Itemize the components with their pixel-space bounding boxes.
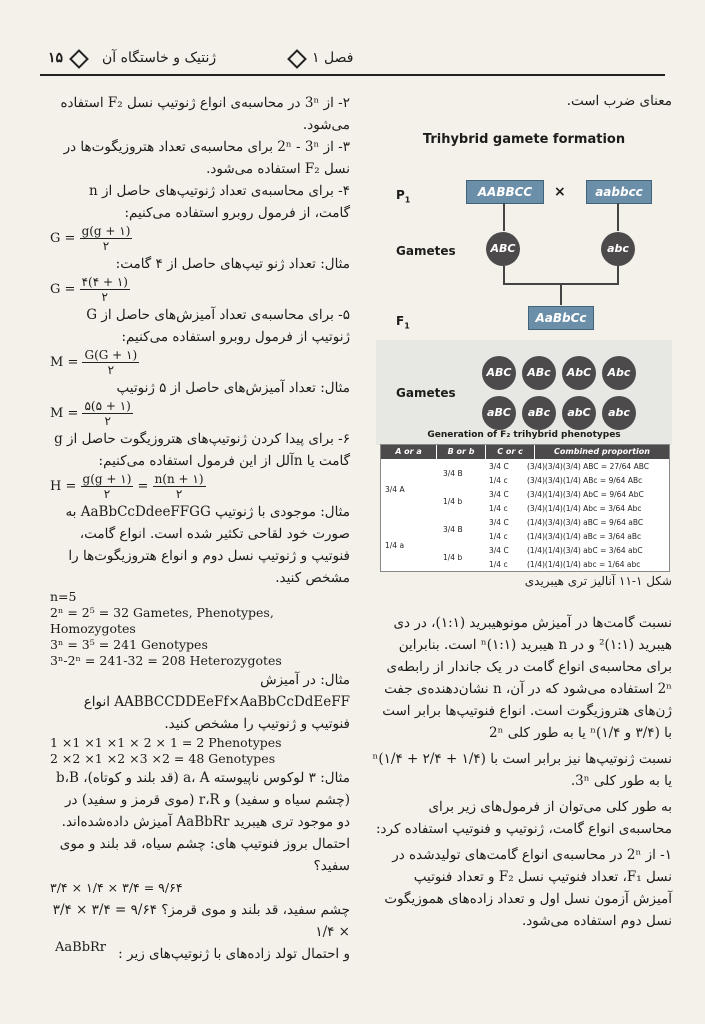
diamond-icon (287, 49, 307, 69)
left-line-12: و احتمال تولد زاده‌های با ژنوتیپ‌های زیر : (118, 946, 350, 962)
formula-m-example: M = $\frac{۵(۵ + ۱)}{۲}$ (50, 399, 131, 428)
figure-caption: شکل ۱-۱۱ آنالیز تری هیبریدی (524, 574, 672, 588)
right-text (372, 612, 672, 932)
cross-symbol: × (554, 184, 566, 200)
footer-genotype: AaBbRr (55, 940, 107, 955)
left-line-3: ۴- برای محاسبه‌ی تعداد ژنوتیپ‌های حاصل از n گامت، از فرمول روبرو استفاده می‌کنیم: (88, 183, 350, 221)
gamete-circle: ABC (482, 356, 516, 390)
c-label: 3/4 C (489, 490, 509, 499)
c-label: 3/4 C (489, 462, 509, 471)
example-line: 1 ×1 ×1 ×1 × 2 × 1 = 2 Phenotypes (50, 735, 282, 750)
example-line: 2ⁿ = 2⁵ = 32 Gametes, Phenotypes, Homozygotes (50, 605, 274, 636)
right-paragraph-2: نسبت ژنوتیپ‌ها نیز برابر است با (۱/۴ + ۲/۴ + ۱/۴)ⁿ یا به طور کلی 3ⁿ. (372, 751, 672, 789)
arrow-line (503, 203, 505, 231)
c-label: 1/4 c (489, 560, 508, 569)
left-column (50, 92, 350, 965)
c-label: 1/4 c (489, 476, 508, 485)
table-title: Generation of F₂ trihybrid phenotypes (427, 430, 621, 440)
proportion: (3/4)(1/4)(1/4) Abc = 3/64 Abc (527, 504, 642, 513)
c-label: 1/4 c (489, 532, 508, 541)
example-line: n=5 (50, 589, 77, 604)
book-title: ژنتیک و خاستگاه آن (102, 50, 217, 66)
f1-label: $F_1$ (396, 314, 410, 331)
left-line-6: مثال: تعداد آمیزش‌های حاصل از ۵ ژنوتیپ (116, 380, 350, 396)
left-line-7: ۶- برای پیدا کردن ژنوتیپ‌های هتروزیگوت حاصل از g گامت یا nآلل از این فرمول استفاده می‌کنیم: (54, 431, 350, 469)
proportion: (1/4)(3/4)(3/4) aBC = 9/64 aBC (527, 518, 644, 527)
b-label: 3/4 B (443, 469, 463, 478)
page-number: ۱۵ (48, 50, 64, 66)
example-line: 3ⁿ-2ⁿ = 241-32 = 208 Heterozygotes (50, 653, 282, 668)
p1-label: $P_1$ (396, 188, 411, 205)
formula-h: H = $\frac{g(g + ۱)}{۲}$ = $\frac{n(n + ۱)}{۲}$ (50, 472, 204, 501)
a-label: 3/4 A (385, 485, 405, 494)
right-paragraph-1: نسبت گامت‌ها در آمیزش مونوهیبرید (۱:۱)، در دی هیبرید (۱:۱)² و در n هیبرید (۱:۱)ⁿ است. بنابراین برای محاسبه‌ی انواع گامت در یک جاندار از رابطه‌ی 2ⁿ استفاده می‌شود که در آن، n نشان‌دهنده‌ی جفت ژن‌های هتروزیگوت است. انواع فنوتیپ‌ها برابر است با (۳/۴ و ۱/۴)ⁿ یا به طور کلی 2ⁿ (382, 615, 672, 741)
arrow-line (617, 266, 619, 284)
gamete-circle: Abc (602, 356, 636, 390)
diamond-icon (69, 49, 89, 69)
a-label: 1/4 a (385, 541, 405, 550)
page-header (40, 48, 665, 76)
left-line-2: ۳- از 2ⁿ - 3ⁿ برای محاسبه‌ی تعداد هتروزیگوت‌ها در نسل F₂ استفاده می‌شود. (63, 139, 350, 177)
b-label: 1/4 b (443, 497, 463, 506)
left-line-8: مثال: موجودی با ژنوتیپ AaBbCcDdeeFFGG به صورت خود لقاحی تکثیر شده است. انواع گامت، فنوتیپ و ژنوتیپ نسل دوم و انواع هتروزیگوت‌ها را مشخص کنید. (65, 504, 350, 586)
left-line-11: چشم سفید، قد بلند و موی قرمز؟ ۹/۶۴ = ۳/۴ × ۳/۴ × ۱/۴ (52, 902, 350, 940)
gamete-circle: abC (562, 396, 596, 430)
arrow-line (503, 266, 505, 284)
gamete-circle: aBc (522, 396, 556, 430)
c-label: 1/4 c (489, 504, 508, 513)
left-line-1: ۲- از 3ⁿ در محاسبه‌ی انواع ژنوتیپ نسل F₂ استفاده می‌شود. (60, 95, 350, 133)
proportion: (1/4)(3/4)(1/4) aBc = 3/64 aBc (527, 532, 642, 541)
gametes-label-2: Gametes (396, 386, 456, 400)
proportion: (3/4)(3/4)(1/4) ABc = 9/64 ABc (527, 476, 643, 485)
right-paragraph-4: ۱- از 2ⁿ در محاسبه‌ی انواع گامت‌های تولیدشده در نسل F₁، تعداد فنوتیپ نسل F₂ و تعداد فنوتیپ آمیزش آزمون نسل اول و تعداد زاده‌های هموزیگوت نسل دوم استفاده می‌شود. (384, 847, 672, 929)
b-label: 3/4 B (443, 525, 463, 534)
c-label: 3/4 C (489, 518, 509, 527)
example-line: ۳/۴ × ۱/۴ × ۳/۴ = ۹/۶۴ (50, 880, 183, 895)
table-header: A or a (381, 445, 436, 459)
c-label: 3/4 C (489, 546, 509, 555)
arrow-line (617, 203, 619, 231)
formula-g: G = $\frac{g(g + ۱)}{۲}$ (50, 224, 131, 253)
gamete-circle: AbC (562, 356, 596, 390)
left-line-9: مثال: در آمیزش AABBCCDDEeFf×AaBbCcDdEeFF انواع فنوتیپ و ژنوتیپ را مشخص کنید. (83, 672, 350, 732)
gametes-label-1: Gametes (396, 244, 456, 258)
right-top-line: معنای ضرب است. (566, 93, 672, 109)
left-line-10: مثال: ۳ لوکوس ناپیوسته a، A (قد بلند و کوتاه)، b،B (چشم سیاه و سفید) و r،R (موی قرمز و سفید) در دو موجود تری هیبرید AaBbRr آمیزش داده‌شده‌اند. احتمال بروز فنوتیپ های: چشم سیاه، قد بلند و موی سفید؟ (56, 770, 350, 874)
gamete-circle: ABC (486, 232, 520, 266)
gamete-circle: abc (601, 232, 635, 266)
trihybrid-figure (376, 128, 672, 588)
example-line: 3ⁿ = 3⁵ = 241 Genotypes (50, 637, 208, 652)
left-line-5: ۵- برای محاسبه‌ی تعداد آمیزش‌های حاصل از G ژنوتیپ از فرمول روبرو استفاده می‌کنیم: (86, 307, 350, 345)
table-header: B or b (437, 445, 485, 459)
gamete-circle: abc (602, 396, 636, 430)
b-label: 1/4 b (443, 553, 463, 562)
f1-box: AaBbCc (528, 306, 594, 330)
table-header: C or c (486, 445, 534, 459)
formula-g-example: G = $\frac{۴(۴ + ۱)}{۲}$ (50, 275, 128, 304)
proportion: (3/4)(1/4)(3/4) AbC = 9/64 AbC (527, 490, 644, 499)
phenotype-table (380, 444, 670, 572)
gamete-circle: ABc (522, 356, 556, 390)
chapter-label: فصل ۱ (312, 50, 354, 66)
parent2-box: aabbcc (586, 180, 652, 204)
example-line: 2 ×2 ×1 ×2 ×3 ×2 = 48 Genotypes (50, 751, 276, 766)
parent1-box: AABBCC (466, 180, 544, 204)
proportion: (1/4)(1/4)(1/4) abc = 1/64 abc (527, 560, 641, 569)
right-paragraph-3: به طور کلی می‌توان از فرمول‌های زیر برای محاسبه‌ی انواع گامت، ژنوتیپ و فنوتیپ استفاده کرد: (375, 799, 672, 837)
arrow-line (560, 283, 562, 305)
table-header: Combined proportion (535, 445, 669, 459)
left-line-4: مثال: تعداد ژنو تیپ‌های حاصل از ۴ گامت: (115, 256, 350, 272)
formula-m: M = $\frac{G(G + ۱)}{۲}$ (50, 348, 138, 377)
proportion: (1/4)(1/4)(3/4) abC = 3/64 abC (527, 546, 643, 555)
gamete-circle: aBC (482, 396, 516, 430)
proportion: (3/4)(3/4)(3/4) ABC = 27/64 ABC (527, 462, 649, 471)
figure-title: Trihybrid gamete formation (422, 132, 626, 147)
